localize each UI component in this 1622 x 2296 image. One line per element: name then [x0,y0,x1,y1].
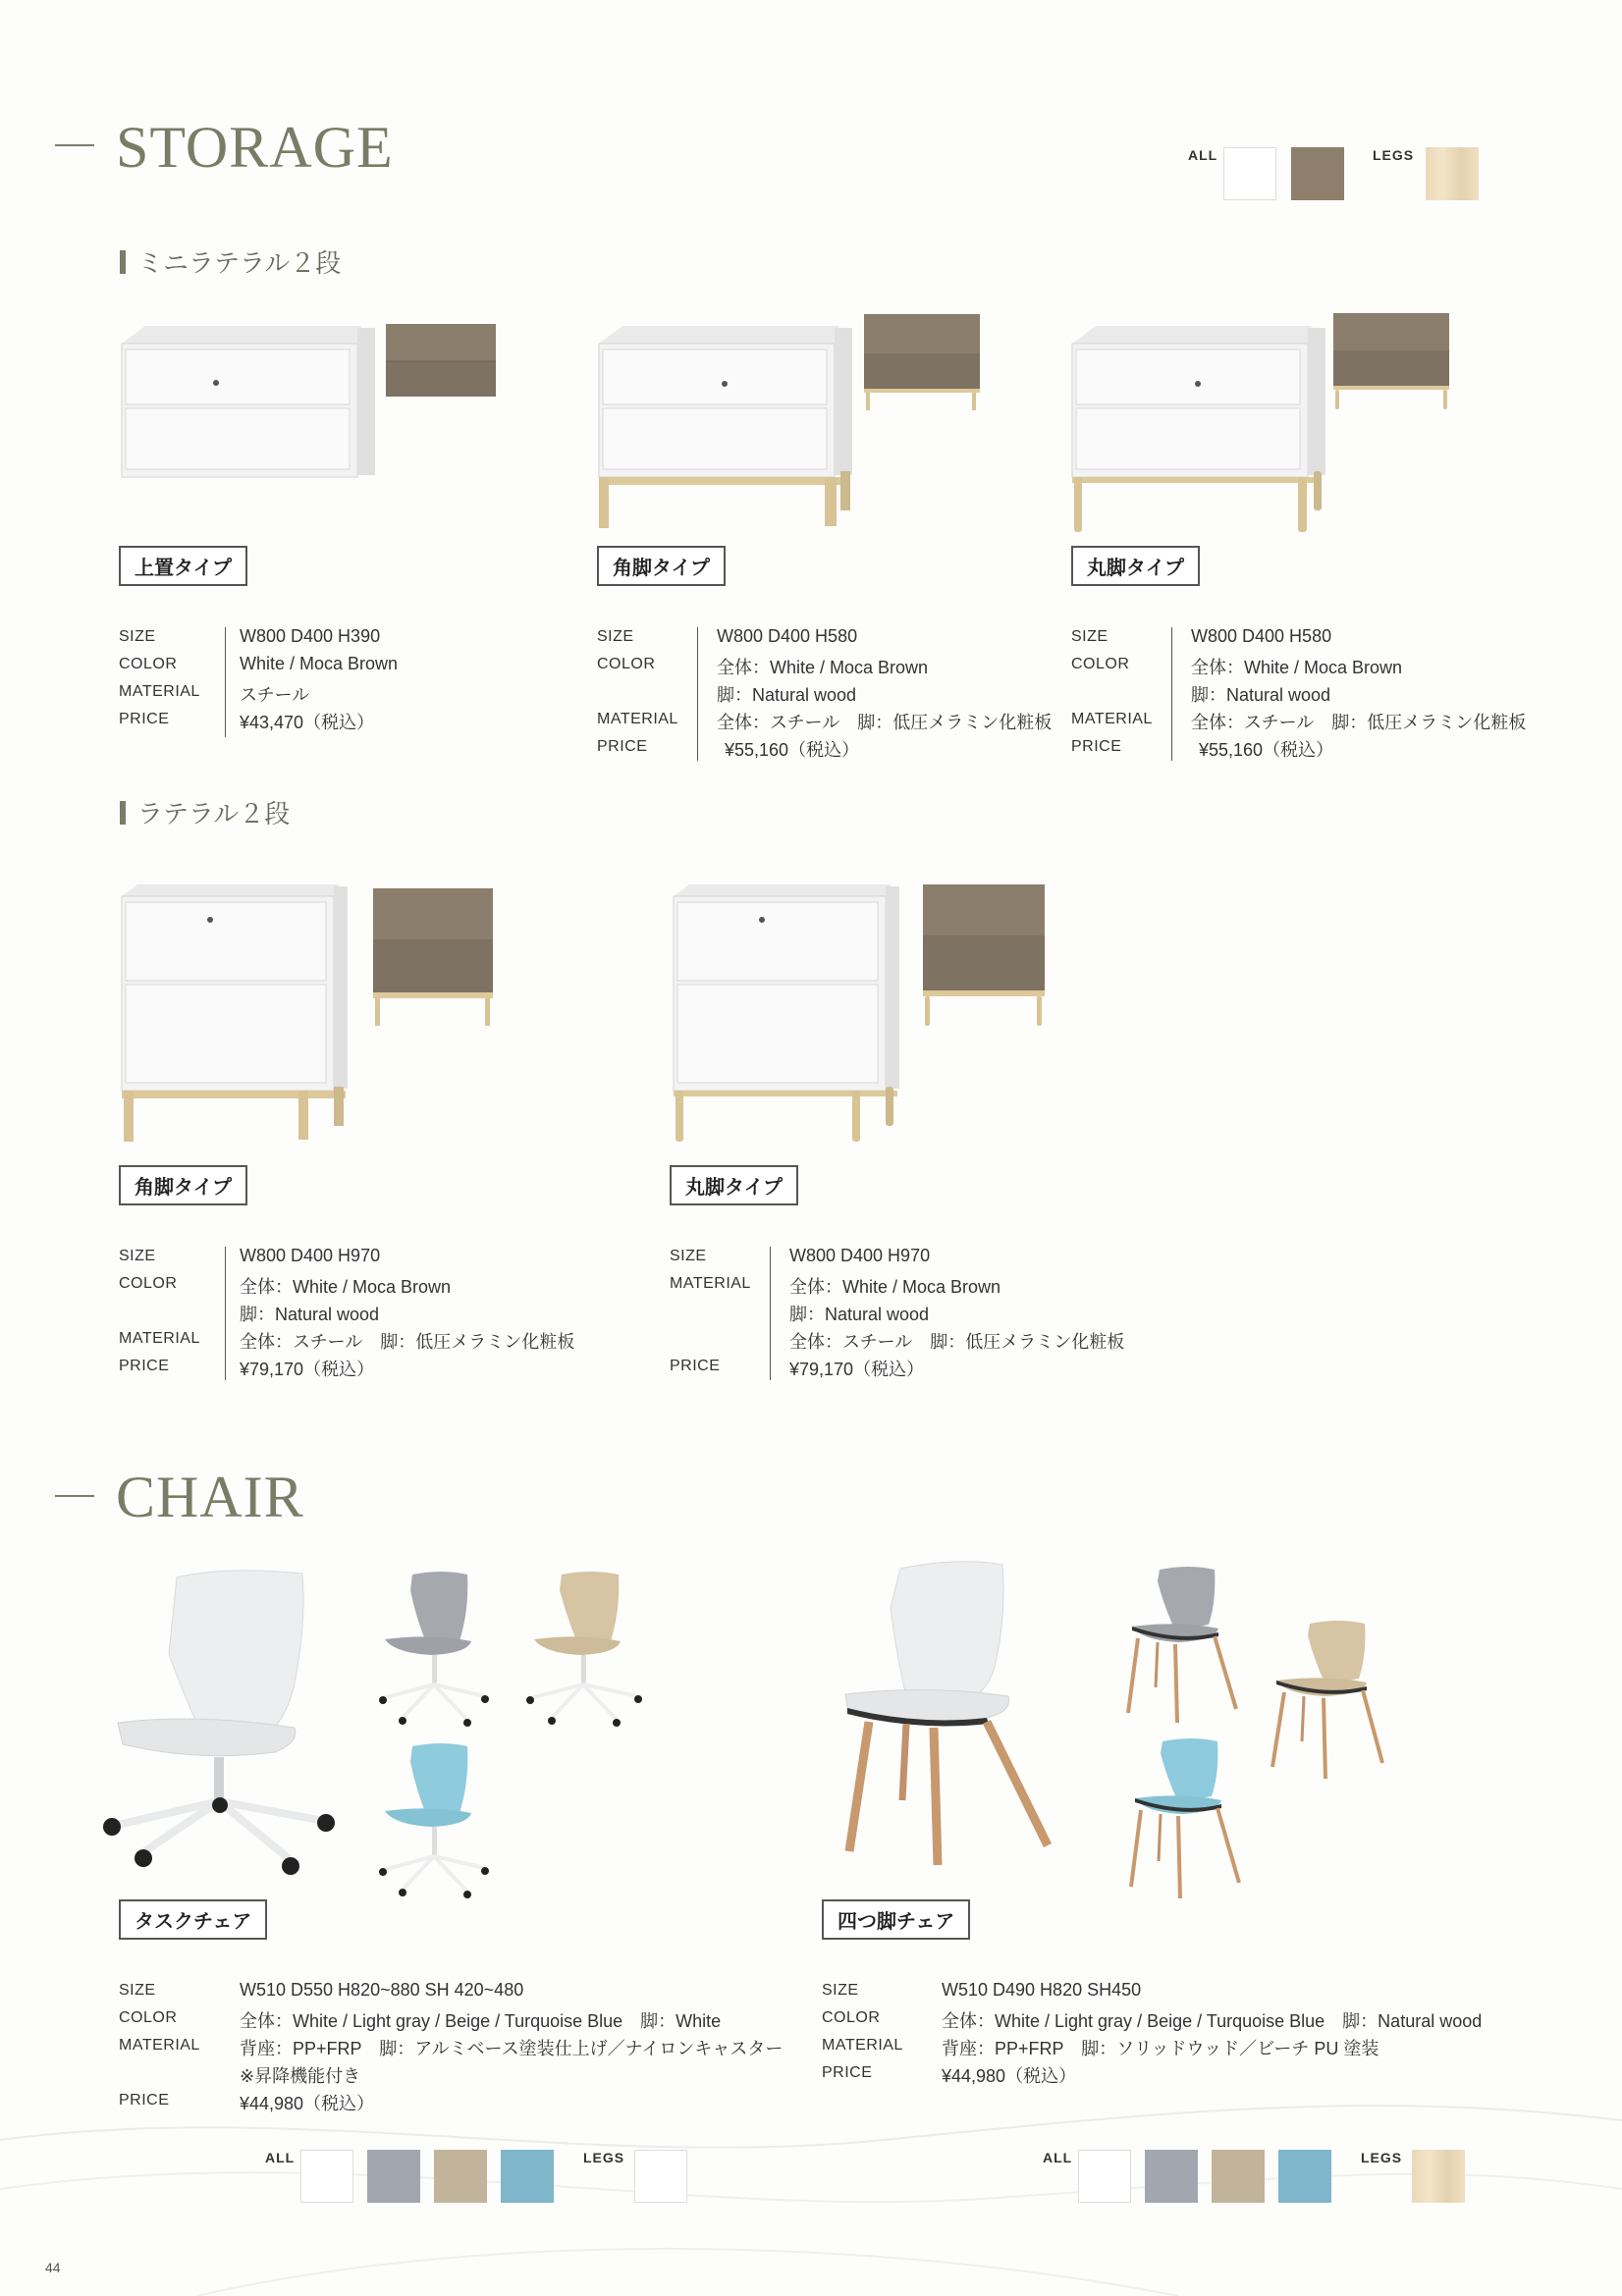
size-label: SIZE [670,1248,707,1264]
swatch-moca-brown [1291,147,1344,200]
price-label: PRICE [670,1358,721,1374]
swatch-legs-natural-wood [1412,2150,1465,2203]
swatch-natural-wood [1426,147,1479,200]
legs-color-value: 脚：Natural wood [1191,685,1331,705]
price-value: ¥79,170（税込） [789,1360,925,1379]
spec-block [119,1245,575,1382]
spec-divider [225,627,226,737]
size-label: SIZE [822,1982,859,1999]
material-label: MATERIAL [119,1330,200,1347]
legs-color-value: 脚：Natural wood [240,1305,380,1324]
price-label: PRICE [119,2092,170,2109]
color-value: 全体：White / Moca Brown [789,1277,1001,1297]
color-value: 全体：White / Moca Brown [717,658,929,677]
color-value: 全体：White / Light gray / Beige / Turquoise Blue 脚：Natural wood [942,2011,1483,2031]
spec-block [1071,625,1527,763]
price-value: ¥55,160（税込） [725,740,860,760]
four-leg-chair-white-image [839,1559,1065,1873]
mini-lateral-heading-text: ミニラテラル２段 [137,248,342,278]
swatch-light-gray [1145,2150,1198,2203]
task-chair-beige-image [518,1571,646,1728]
size-label: SIZE [119,628,156,645]
material-value: 全体：スチール 脚：低圧メラミン化粧板 [717,713,1053,732]
swatch-light-gray [367,2150,420,2203]
price-label: PRICE [1071,738,1122,755]
color-value: White / Moca Brown [240,654,399,673]
chair-title: CHAIR [116,1465,304,1529]
spec-divider [697,627,698,761]
task-chair-turquoise-image [373,1742,491,1904]
color-label: COLOR [822,2009,881,2026]
price-value: ¥55,160（税込） [1199,740,1334,760]
material-value: スチール [240,685,310,705]
spec-divider [1171,627,1172,761]
lateral-round-leg-image [668,879,1060,1148]
spec-block [597,625,1053,763]
price-label: PRICE [119,711,170,727]
size-value: W800 D400 H970 [789,1246,931,1265]
material-label: MATERIAL [119,683,200,700]
swatch-white [1223,147,1276,200]
page-number: 44 [45,2260,61,2275]
type-label: 丸脚タイプ [1071,546,1200,586]
swatch-white [1078,2150,1131,2203]
legs-color-value: 脚：Natural wood [789,1305,930,1324]
type-label: 丸脚タイプ [670,1165,798,1205]
material-value: 背座：PP+FRP 脚：ソリッドウッド／ビーチ PU 塗装 [942,2039,1379,2058]
material-value: 全体：スチール 脚：低圧メラミン化粧板 [789,1332,1125,1352]
spec-block [822,1979,1529,2097]
material-label: MATERIAL [670,1275,751,1292]
swatch-all-label: ALL [1188,147,1218,163]
task-chair-gray-image [373,1571,491,1728]
type-label: 上置タイプ [119,546,247,586]
color-label: COLOR [1071,656,1130,672]
type-label: タスクチェア [119,1899,267,1940]
color-label: COLOR [119,656,178,672]
swatch-legs-label: LEGS [1361,2150,1403,2165]
material-label: MATERIAL [119,2037,200,2054]
mini-lateral-heading [120,243,341,280]
swatch-beige [1212,2150,1265,2203]
color-value: 全体：White / Moca Brown [240,1277,452,1297]
color-label: COLOR [119,2009,178,2026]
swatch-white [300,2150,353,2203]
section-dash [55,144,94,146]
size-label: SIZE [1071,628,1108,645]
four-leg-chair-turquoise-image [1127,1737,1245,1904]
size-label: SIZE [597,628,634,645]
spec-block [670,1245,1125,1382]
material-value: 背座：PP+FRP 脚：アルミベース塗装仕上げ／ナイロンキャスター [240,2039,784,2058]
spec-block [119,1979,806,2116]
task-chair-white-image [98,1566,344,1875]
material-label: MATERIAL [822,2037,903,2054]
material-label: MATERIAL [597,711,678,727]
size-value: W510 D550 H820~880 SH 420~480 [240,1980,524,2000]
color-label: COLOR [597,656,656,672]
swatch-legs-label: LEGS [1373,147,1415,163]
storage-title: STORAGE [116,115,394,180]
size-value: W800 D400 H390 [240,626,381,646]
spec-block [119,625,492,743]
type-label: 四つ脚チェア [822,1899,970,1940]
lateral-heading-text: ラテラル２段 [137,799,291,828]
material-value: 全体：スチール 脚：低圧メラミン化粧板 [1191,713,1527,732]
lateral-square-leg-image [116,879,509,1148]
price-value: ¥43,470（税込） [240,713,375,732]
mini-lateral-square-leg-image [593,309,986,535]
price-label: PRICE [822,2064,873,2081]
four-leg-chair-beige-image [1267,1620,1384,1782]
four-leg-chair-gray-image [1124,1566,1242,1728]
color-label: COLOR [119,1275,178,1292]
spec-divider [225,1247,226,1380]
price-value: ¥44,980（税込） [240,2094,375,2113]
heading-bar [120,250,126,274]
note-value: ※昇降機能付き [240,2066,361,2086]
color-value: 全体：White / Light gray / Beige / Turquoise Blue 脚：White [240,2011,722,2031]
size-value: W800 D400 H970 [240,1246,381,1265]
mini-lateral-top-image [116,314,509,481]
price-label: PRICE [597,738,648,755]
material-label: MATERIAL [1071,711,1153,727]
swatch-all-label: ALL [1043,2150,1073,2165]
color-value: 全体：White / Moca Brown [1191,658,1403,677]
size-label: SIZE [119,1982,156,1999]
size-value: W800 D400 H580 [717,626,858,646]
heading-bar [120,801,126,825]
size-value: W510 D490 H820 SH450 [942,1980,1142,2000]
size-value: W800 D400 H580 [1191,626,1332,646]
spec-divider [770,1247,771,1380]
size-label: SIZE [119,1248,156,1264]
legs-color-value: 脚：Natural wood [717,685,857,705]
swatch-turquoise [1278,2150,1331,2203]
type-label: 角脚タイプ [119,1165,247,1205]
type-label: 角脚タイプ [597,546,726,586]
price-label: PRICE [119,1358,170,1374]
swatch-beige [434,2150,487,2203]
swatch-all-label: ALL [265,2150,296,2165]
price-value: ¥79,170（税込） [240,1360,375,1379]
swatch-legs-white [634,2150,687,2203]
mini-lateral-round-leg-image [1066,307,1459,538]
price-value: ¥44,980（税込） [942,2066,1077,2086]
section-dash [55,1495,94,1497]
swatch-turquoise [501,2150,554,2203]
material-value: 全体：スチール 脚：低圧メラミン化粧板 [240,1332,575,1352]
lateral-heading [120,794,290,830]
swatch-legs-label: LEGS [583,2150,625,2165]
